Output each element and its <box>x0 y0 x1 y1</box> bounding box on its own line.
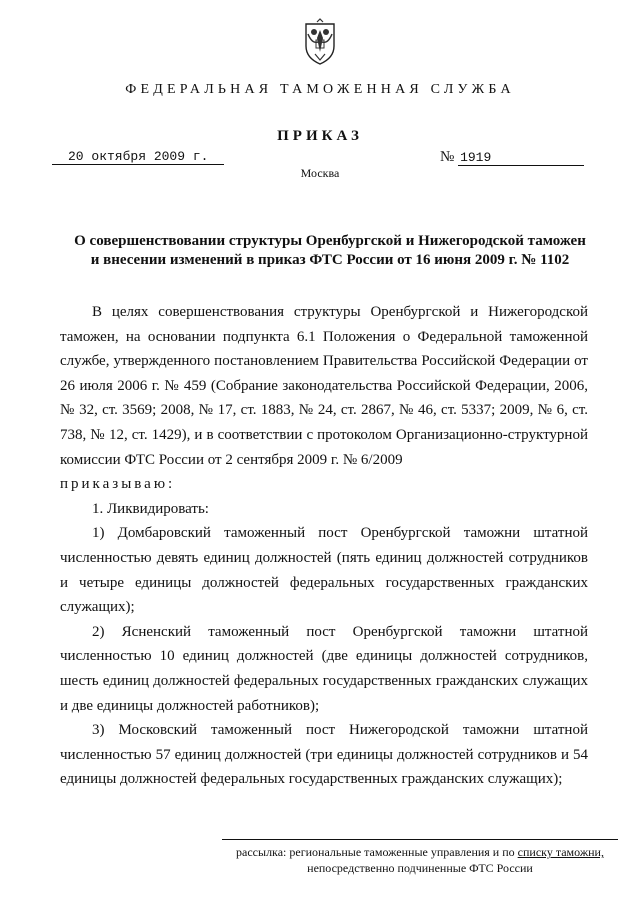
document-type-title: ПРИКАЗ <box>277 128 363 144</box>
number-sign: № <box>440 149 455 165</box>
item-1-heading: 1. Ликвидировать: <box>92 500 209 517</box>
subject-line-2: и внесении изменений в приказ ФТС России от 16 июня 2009 г. № 1102 <box>90 252 570 268</box>
distribution-line-1: рассылка: региональные таможенные управления и по списку таможни, <box>236 845 604 859</box>
order-body <box>60 300 588 792</box>
order-word: приказываю: <box>60 476 176 493</box>
coat-of-arms-emblem <box>300 18 340 66</box>
city-name: Москва <box>300 166 340 180</box>
order-number <box>440 150 584 166</box>
list-item: 2) Ясненский таможенный пост Оренбургской таможни штатной численностью 10 единиц должностей (две единицы должностей сотрудников, шесть единиц должностей федеральных государственных гражданских служащих и две единицы должностей работников); <box>60 623 588 714</box>
number-value: 1919 <box>458 151 584 166</box>
subject-line-1: О совершенствовании структуры Оренбургской и Нижегородской таможен <box>74 233 586 249</box>
agency-name: ФЕДЕРАЛЬНАЯ ТАМОЖЕННАЯ СЛУЖБА <box>125 82 515 97</box>
preamble-paragraph: В целях совершенствования структуры Оренбургской и Нижегородской таможен, на основании подпункта 6.1 Положения о Федеральной таможенной службе, утвержденного постановлением Правительства Российской Федерации от 26 июля 2006 г. № 459 (Собрание законодательства Российской Федерации, 2006, № 32, ст. 3569; 2008, № 17, ст. 1883, № 24, ст. 2867, № 46, ст. 5337; 2009, № 6, ст. 738, № 12, ст. 1429), и в соответствии с протоколом Организационно-структурной комиссии ФТС России от 2 сентября 2009 г. № 6/2009 <box>60 304 588 468</box>
order-date: 20 октября 2009 г. <box>52 150 224 165</box>
list-item: 1) Домбаровский таможенный пост Оренбургской таможни штатной численностью девять единиц должностей (пять единиц должностей сотрудников и четыре единицы должностей федеральных государственных гражданских служащих); <box>60 525 588 616</box>
list-item: 3) Московский таможенный пост Нижегородской таможни штатной численностью 57 единиц должностей (три единицы должностей сотрудников и 54 единицы должностей федеральных государственных гражданских служащих); <box>60 722 588 788</box>
order-subject <box>40 232 620 270</box>
distribution-line-2: непосредственно подчиненные ФТС России <box>307 861 533 875</box>
distribution-note <box>222 839 618 876</box>
